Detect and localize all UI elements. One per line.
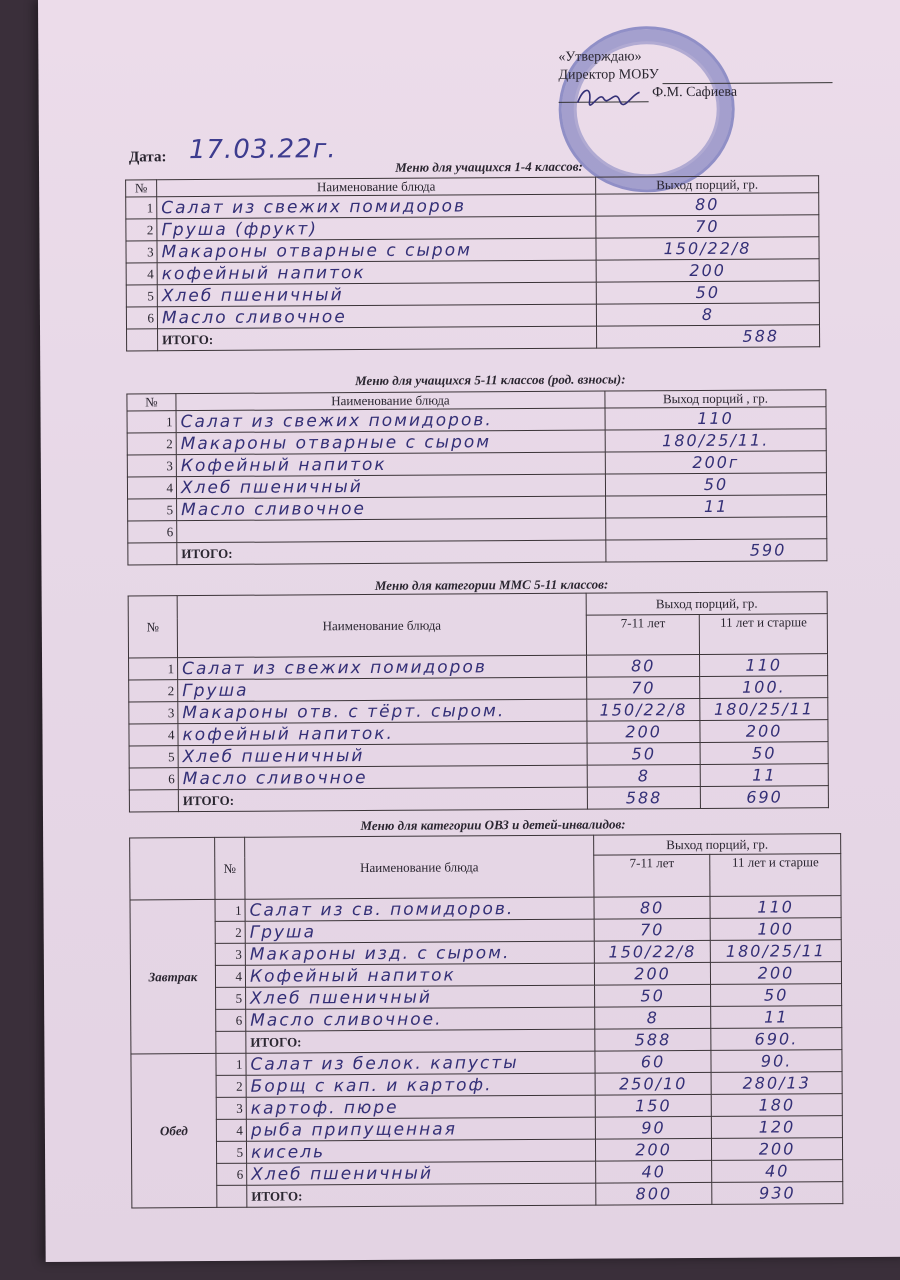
menu-table-4 xyxy=(129,833,843,1208)
col-yield: Выход порций, гр. xyxy=(596,176,819,194)
portion-yield-11-plus: 280/13 xyxy=(711,1072,842,1095)
portion-yield: 200г xyxy=(605,451,826,474)
row-number: 1 xyxy=(126,197,157,219)
row-number: 3 xyxy=(127,455,176,477)
dish-name: Груша xyxy=(178,677,587,701)
col-yield: Выход порций , гр. xyxy=(605,390,826,408)
total-label: ИТОГО: xyxy=(158,326,597,351)
portion-yield-7-11: 150/22/8 xyxy=(587,698,700,721)
col-age-7-11: 7-11 лет xyxy=(594,854,710,897)
dish-name: Масло сливочное xyxy=(178,765,587,789)
total-value-b: 930 xyxy=(712,1182,843,1205)
portion-yield-11-plus: 11 xyxy=(701,764,829,787)
dish-name: Макароны изд. с сыром. xyxy=(245,941,594,965)
dish-name: Масло сливочное. xyxy=(246,1007,595,1031)
total-value-b: 690. xyxy=(711,1028,842,1051)
portion-yield: 70 xyxy=(596,215,819,238)
col-num: № xyxy=(128,596,177,658)
dish-name: рыба припущенная xyxy=(246,1117,595,1141)
row-number: 1 xyxy=(127,411,176,433)
menu-table-3 xyxy=(128,591,829,812)
portion-yield-11-plus: 200 xyxy=(712,1138,843,1161)
dish-name: Груша xyxy=(245,919,594,943)
portion-yield-7-11: 70 xyxy=(594,918,710,941)
col-dish: Наименование блюда xyxy=(176,391,605,411)
dish-name: Хлеб пшеничный xyxy=(178,743,587,767)
row-number: 1 xyxy=(216,1053,246,1075)
dish-name: Хлеб пшеничный xyxy=(176,474,605,499)
row-number: 5 xyxy=(126,285,157,307)
col-dish: Наименование блюда xyxy=(177,593,586,657)
total-value-a: 588 xyxy=(595,1028,711,1051)
total-label: ИТОГО: xyxy=(247,1183,596,1207)
row-number: 5 xyxy=(216,987,246,1009)
dish-name: Макароны отварные с сыром xyxy=(157,238,596,263)
dish-name: Хлеб пшеничный xyxy=(157,282,596,307)
row-number: 4 xyxy=(216,1119,246,1141)
col-age-11-plus: 11 лет и старше xyxy=(710,854,841,897)
portion-yield: 180/25/11. xyxy=(605,429,826,452)
portion-yield-11-plus: 120 xyxy=(712,1116,843,1139)
row-number: 2 xyxy=(216,1075,246,1097)
row-number: 2 xyxy=(127,433,176,455)
empty-cell xyxy=(217,1185,247,1207)
dish-name: Масло сливочное xyxy=(157,304,596,329)
dish-name: Салат из свежих помидоров xyxy=(178,655,587,679)
document-page xyxy=(38,0,900,1262)
row-number: 3 xyxy=(129,702,178,724)
col-num: № xyxy=(215,837,245,899)
table4-caption: Меню для категории ОВЗ и детей-инвалидов: xyxy=(360,816,626,834)
breakfast-label: Завтрак xyxy=(130,899,216,1054)
col-dish: Наименование блюда xyxy=(245,835,594,899)
total-value-a: 800 xyxy=(596,1182,712,1205)
portion-yield xyxy=(606,517,827,540)
col-num: № xyxy=(126,180,157,197)
dish-name: Салат из свежих помидоров. xyxy=(176,408,605,433)
portion-yield: 80 xyxy=(596,193,819,216)
row-number: 4 xyxy=(129,724,178,746)
dish-name: кофейный напиток. xyxy=(178,721,587,745)
approval-signature-line: Ф.М. Сафиева xyxy=(559,83,859,103)
dish-name: Масло сливочное xyxy=(177,496,606,521)
portion-yield-11-plus: 11 xyxy=(711,1006,842,1029)
portion-yield-11-plus: 90. xyxy=(711,1050,842,1073)
empty-cell xyxy=(216,1031,246,1053)
portion-yield-11-plus: 200 xyxy=(700,720,828,743)
portion-yield-7-11: 200 xyxy=(587,720,700,743)
col-age-11-plus: 11 лет и старше xyxy=(700,614,828,655)
portion-yield-11-plus: 200 xyxy=(711,962,842,985)
dish-name: Кофейный напиток xyxy=(176,452,605,477)
row-number: 4 xyxy=(215,965,245,987)
total-label: ИТОГО: xyxy=(246,1029,595,1053)
total-label: ИТОГО: xyxy=(178,787,587,811)
portion-yield-11-plus: 110 xyxy=(710,896,841,919)
row-number: 5 xyxy=(216,1141,246,1163)
row-number: 1 xyxy=(129,658,178,680)
portion-yield-11-plus: 180/25/11 xyxy=(710,940,841,963)
dish-name: картоф. пюре xyxy=(246,1095,595,1119)
col-yield: Выход порций, гр. xyxy=(594,834,841,856)
portion-yield: 150/22/8 xyxy=(596,237,819,260)
table1-caption: Меню для учащихся 1-4 классов: xyxy=(395,158,583,175)
signature xyxy=(574,84,644,110)
row-number: 2 xyxy=(129,680,178,702)
row-number: 3 xyxy=(215,943,245,965)
dish-name: Салат из свежих помидоров xyxy=(157,194,596,219)
portion-yield: 50 xyxy=(605,473,826,496)
row-number: 6 xyxy=(128,521,177,543)
portion-yield: 8 xyxy=(596,303,819,326)
portion-yield-7-11: 50 xyxy=(587,742,700,765)
total-row xyxy=(132,1182,843,1208)
row-number: 5 xyxy=(128,499,177,521)
dish-name: Борщ с кап. и картоф. xyxy=(246,1073,595,1097)
dish-name xyxy=(177,518,606,543)
dish-name: Груша (фрукт) xyxy=(157,216,596,241)
menu-table-2 xyxy=(126,389,827,565)
dish-name: Салат из белок. капусты xyxy=(246,1051,595,1075)
menu-table-1 xyxy=(125,175,820,351)
col-yield: Выход порций, гр. xyxy=(586,592,827,615)
portion-yield-7-11: 250/10 xyxy=(595,1072,711,1095)
portion-yield-11-plus: 50 xyxy=(711,984,842,1007)
dish-name: Салат из св. помидоров. xyxy=(245,897,594,921)
date-value: 17.03.22г. xyxy=(188,134,337,166)
col-age-7-11: 7-11 лет xyxy=(586,614,700,655)
portion-yield-7-11: 150 xyxy=(595,1094,711,1117)
dish-name: Хлеб пшеничный xyxy=(247,1161,596,1185)
portion-yield-7-11: 8 xyxy=(595,1006,711,1029)
date-label: Дата: xyxy=(128,149,167,166)
total-value: 590 xyxy=(606,539,827,562)
row-number: 5 xyxy=(129,746,178,768)
portion-yield-7-11: 50 xyxy=(595,984,711,1007)
row-number: 1 xyxy=(215,899,245,921)
portion-yield-7-11: 80 xyxy=(587,654,700,677)
col-dish: Наименование блюда xyxy=(157,177,596,197)
portion-yield-11-plus: 40 xyxy=(712,1160,843,1183)
row-number: 6 xyxy=(126,307,157,329)
portion-yield-7-11: 90 xyxy=(595,1116,711,1139)
row-number: 4 xyxy=(127,477,176,499)
dish-name: Хлеб пшеничный xyxy=(246,985,595,1009)
portion-yield-11-plus: 100 xyxy=(710,918,841,941)
portion-yield-7-11: 8 xyxy=(587,764,700,787)
portion-yield-7-11: 200 xyxy=(594,962,710,985)
portion-yield-7-11: 200 xyxy=(595,1138,711,1161)
row-number: 2 xyxy=(126,219,157,241)
row-number: 3 xyxy=(216,1097,246,1119)
approval-director: Директор МОБУ xyxy=(558,65,858,85)
dish-name: Кофейный напиток xyxy=(245,963,594,987)
approval-title: «Утверждаю» xyxy=(558,49,642,65)
portion-yield: 50 xyxy=(596,281,819,304)
dish-name: Макароны отварные с сыром xyxy=(176,430,605,455)
row-number: 6 xyxy=(217,1163,247,1185)
total-value: 588 xyxy=(597,325,820,348)
portion-yield: 11 xyxy=(606,495,827,518)
row-number: 3 xyxy=(126,241,157,263)
dish-name: кисель xyxy=(246,1139,595,1163)
portion-yield-11-plus: 110 xyxy=(700,654,828,677)
row-number: 2 xyxy=(215,921,245,943)
portion-yield-11-plus: 50 xyxy=(700,742,828,765)
col-num: № xyxy=(127,394,176,411)
table3-caption: Меню для категории ММС 5-11 классов: xyxy=(374,576,609,593)
table2-caption: Меню для учащихся 5-11 классов (род. взносы): xyxy=(355,371,626,389)
total-value-b: 690 xyxy=(701,786,829,809)
total-value-a: 588 xyxy=(587,786,700,809)
portion-yield: 200 xyxy=(596,259,819,282)
portion-yield-11-plus: 180 xyxy=(711,1094,842,1117)
row-number: 4 xyxy=(126,263,157,285)
portion-yield-7-11: 70 xyxy=(587,676,700,699)
portion-yield-11-plus: 100. xyxy=(700,676,828,699)
portion-yield-7-11: 150/22/8 xyxy=(594,940,710,963)
portion-yield-7-11: 40 xyxy=(596,1160,712,1183)
portion-yield: 110 xyxy=(605,407,826,430)
row-number: 6 xyxy=(216,1009,246,1031)
lunch-label: Обед xyxy=(131,1053,217,1208)
dish-name: Макароны отв. с тёрт. сыром. xyxy=(178,699,587,723)
dish-name: кофейный напиток xyxy=(157,260,596,285)
total-label: ИТОГО: xyxy=(177,540,606,565)
portion-yield-11-plus: 180/25/11 xyxy=(700,698,828,721)
portion-yield-7-11: 60 xyxy=(595,1050,711,1073)
portion-yield-7-11: 80 xyxy=(594,896,710,919)
row-number: 6 xyxy=(129,768,178,790)
